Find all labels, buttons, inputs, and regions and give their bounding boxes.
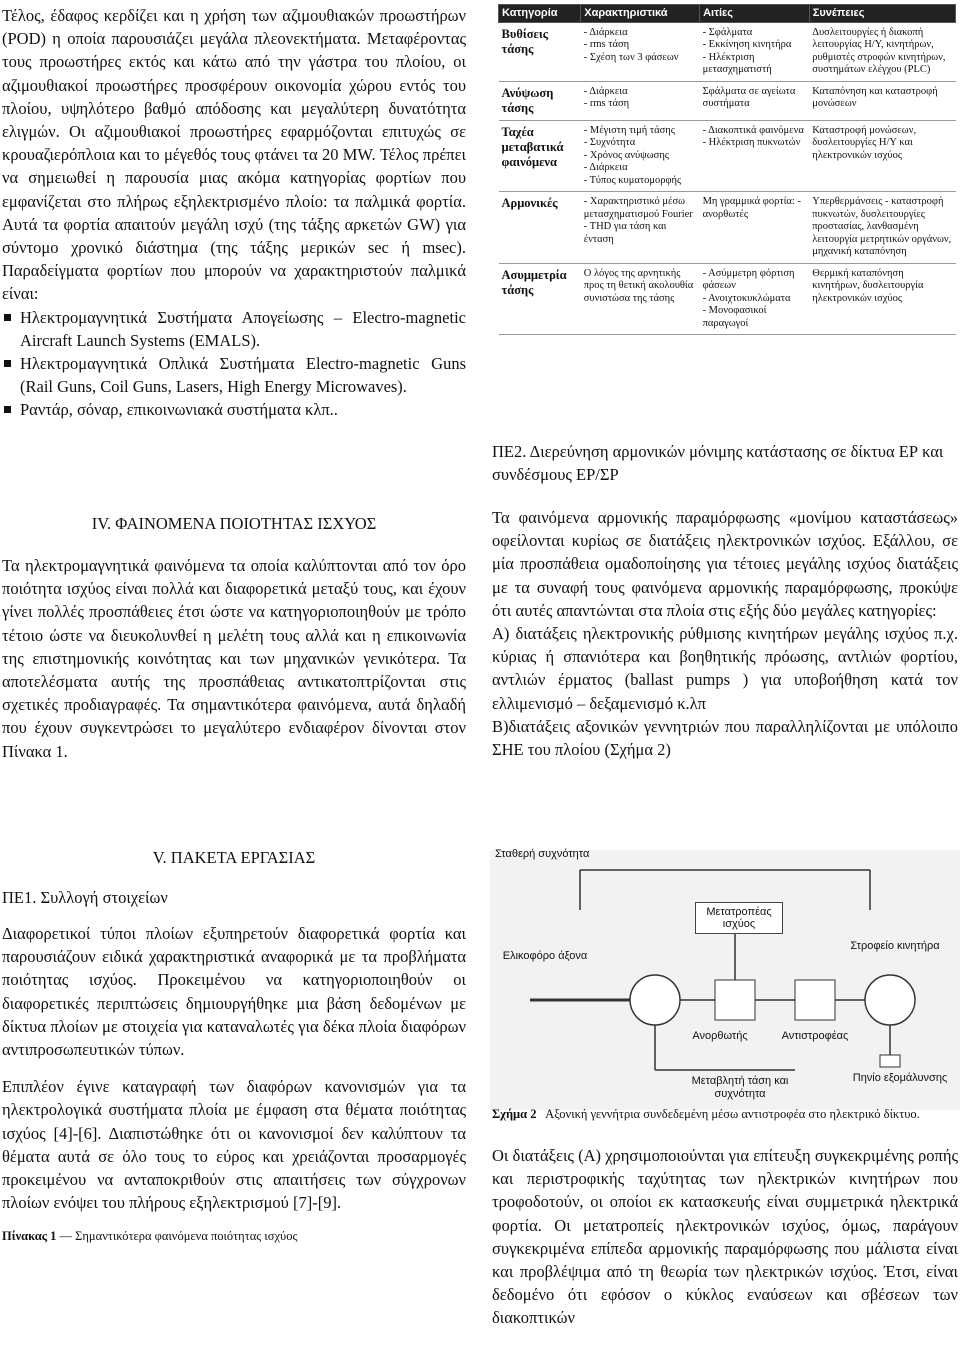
table-cell-effect: Δυσλειτουργίες ή διακοπή λειτουργίας Η/Υ, κινητήρων, ρυθμιστές στροφών κινητήρων, συστημάτων ελέγχου (PLC) [809,22,955,81]
table-row [499,263,956,335]
table-cell-effect: Καταπόνηση και καταστροφή μονώσεων [809,81,955,120]
table-cell-effect: Καταστροφή μονώσεων, δυσλειτουργίες Η/Υ και ηλεκτρονικών ισχύος [809,120,955,192]
bullet-icon [4,406,11,413]
table-row [499,81,956,120]
table-cell-cat: Ανύψωση τάσης [499,81,581,120]
table-cell-char: Ο λόγος της αρνητικής προς τη θετική ακολουθία συνιστώσα της τάσης [581,263,700,335]
table-cell-cause: - Διακοπτικά φαινόμενα - Ηλέκτριση πυκνωτών [700,120,810,192]
fixed-frequency-label: Σταθερή συχνότητα [495,848,590,860]
section-iv [2,514,466,763]
paragraph-azimuth-thrusters: Τέλος, έδαφος κερδίζει και η χρήση των αζιμουθιακών προωστήρων (POD) η οποία παρουσιάζει μεγάλα πλεονεκτήματα. Μεταφέροντας τους προωστήρες εκτός και κάτω από την γάστρα του πλοίου, οι αζιμουθιακοί προωστήρες προσφέρουν οικονομία χώρου εντός του πλοίου, υψηλότερο βαθμό απόδοσης και μεγαλύτερη δυνατότητα ελιγμών. Οι αζιμουθιακοί προωστήρες εφαρμόζονται επιτυχώς σε κρουαζιερόπλοια και το μέγεθός τους φτάνει τα 20 MW. Τέλος πρέπει να σημειωθεί η παρουσία μιας ακόμα κατηγορίας φορτίων που εμφανίζεται στο πλήρως εξηλεκτρισμένο πλοίο: τα παλμικά φορτία. Αυτά τα φορτία απαιτούν μεγάλη ισχύ (της τάξης αρκετών GW) για σύντομο χρονικό διάστημα (της τάξης μερικών sec ή msec). Παραδείγματα φορτίων που μπορούν να χαρακτηριστούν παλμικά είναι: [2,6,466,304]
list-item: Ηλεκτρομαγνητικά Συστήματα Απογείωσης – Electro-magnetic Aircraft Launch Systems (EMALS). [2,306,466,352]
table-cell-cat: Αρμονικές [499,192,581,264]
table-cell-cause: - Ασύμμετρη φόρτιση φάσεων - Ανοιχτοκυκλώματα - Μονοφασικοί παραγωγοί [700,263,810,335]
smoothing-coil-label: Πηνίο εξομάλυνσης [852,1072,948,1084]
pe1-text-1: Διαφορετικοί τύποι πλοίων εξυπηρετούν διαφορετικά φορτία και παρουσιάζουν ειδικά χαρακτηριστικά αναφορικά με τα προβλήματα ποιότητας ισχύος. Προκειμένου να κατηγοριοποιηθούν οι διαφορετικές περιπτώσεις δημιουργήθηκε μια βάση δεδομένων με δίκτυα πλοίων με στοιχεία για καταναλωτές για δέκα πλοία διαφόρων αντιπροσωπευτικών τύπων. [2,924,466,1060]
table-cell-cause: Μη γραμμικά φορτία: - ανορθωτές [700,192,810,264]
pe2-text: Τα φαινόμενα αρμονικής παραμόρφωσης «μονίμου καταστάσεως» οφείλονται κυρίως σε διατάξεις ηλεκτρονικών ισχύος. Εξάλλου, σε μία προσπάθεια ομαδοποίησης για τέτοιες μεγάλης ισχύος διατάξεις με τα συναφή τους φαινόμενα αρμονικής παραμόρφωσης, προκύψε ότι αυτές απαντώνται στα πλοία στις εξής δύο μεγάλες κατηγορίες: [492,508,958,620]
table-header: Αιτίες [700,5,810,23]
pulse-load-list [2,306,466,422]
power-quality-table-wrap [498,4,956,428]
figure-caption: Σχήμα 2 Αξονική γεννήτρια συνδεδεμένη μέσω αντιστροφέα στο ηλεκτρικό δίκτυο. [492,1107,920,1121]
section-v-title: V. ΠΑΚΕΤΑ ΕΡΓΑΣΙΑΣ [152,848,316,867]
table-cell-cat: Ταχέα μεταβατικά φαινόμενα [499,120,581,192]
power-quality-table [498,4,956,335]
table-cell-char: - Διάρκεια - rms τάση - Σχέση των 3 φάσεων [581,22,700,81]
pe1-title: ΠΕ1. Συλλογή στοιχείων [2,888,168,907]
table-cell-cause: - Σφάλματα - Εκκίνηση κινητήρα - Ηλέκτριση μετασχηματιστή [700,22,810,81]
table-cell-cat: Ασυμμετρία τάσης [499,263,581,335]
diagram-lines [490,850,960,1110]
table-cell-cause: Σφάλματα σε αγείωτα συστήματα [700,81,810,120]
table-cell-char: - Διάρκεια - rms τάση [581,81,700,120]
table-header-row [499,5,956,23]
table-cell-cat: Βυθίσεις τάσης [499,22,581,81]
category-a: Α) διατάξεις ηλεκτρονικής ρύθμισης κινητήρων μεγάλης ισχύος π.χ. κύριας ή σπανιότερα και βοηθητικής πρόωσης, αντλιών φορτίου, αντλιών έρματος (ballast pumps ) για υποβοήθηση κατά τον ελλιμενισμό – δεξαμενισμό κ.λπ [492,624,958,713]
section-iv-text: Τα ηλεκτρομαγνητικά φαινόμενα τα οποία καλύπτονται από τον όρο ποιότητα ισχύος είναι πολλά και διαφορετικά μεταξύ τους, και έχουν γίνει πολλές προσπάθειες έτσι ώστε να κατηγοριοποιηθούν με τρόπο τέτοιο ώστε να διευκολυνθεί η μελέτη τους αλλά και η επικοινωνία της επιστημονικής κοινότητας και των μηχανικών γενικότερα. Τα αποτελέσματα αυτής της προσπάθειας αντικατοπτρίζονται στις σχετικές προδιαγραφές. Τα σημαντικότερα φαινόμενα, αυτά δηλαδή που έχουν συγκεντρώσει το μεγαλύτερο ενδιαφέρον δίνονται στον Πίνακα 1. [2,556,466,761]
generator-label: Στροφείο κινητήρα [850,940,940,952]
table-header: Χαρακτηριστικά [581,5,700,23]
rectifier-label: Ανορθωτής [692,1030,748,1042]
section-v [2,848,466,1244]
variable-frequency-label: Μεταβλητή τάση και συχνότητα [691,1075,789,1100]
left-column-top [2,4,466,422]
table-caption: Πίνακας 1 — Σημαντικότερα φαινόμενα ποιότητας ισχύος [2,1229,298,1244]
propeller-label: Ελικοφόρο άξονα [502,950,588,962]
pe2-title: ΠΕ2. Διερεύνηση αρμονικών μόνιμης κατάστασης σε δίκτυα ΕΡ και συνδέσμους ΕΡ/ΣΡ [492,442,944,484]
bullet-icon [4,314,11,321]
pe1-text-2: Επιπλέον έγινε καταγραφή των διαφόρων κανονισμών για τα ηλεκτρολογικά συστήματα πλοία με έμφαση στα θέματα ποιότητας ισχύος [4]-[6]. Διαπιστώθηκε ότι οι κανονισμοί δεν καλύπτουν τα θέματα αυτά σε όλο τους το εύρος και χρειάζονται προσαρμογές προκειμένου να ανταποκριθούν στις απαιτήσεις των σύγχρονων πλοίων ενόψει του πλήρους εξηλεκτρισμού [7]-[9]. [2,1077,466,1213]
list-item: Ραντάρ, σόναρ, επικοινωνιακά συστήματα κλπ.. [2,398,466,421]
table-row [499,22,956,81]
inverter-label: Αντιστροφέας [781,1030,849,1042]
category-b: Β)διατάξεις αξονικών γεννητριών που παραλληλίζονται με υπόλοιπο ΣΗΕ του πλοίου (Σχήμα 2) [492,716,958,760]
right-column-bottom [492,1106,958,1330]
table-header: Κατηγορία [499,5,581,23]
section-iv-title: IV. ΦΑΙΝΟΜΕΝΑ ΠΟΙΟΤΗΤΑΣ ΙΣΧΥΟΣ [91,514,377,533]
table-cell-char: - Μέγιστη τιμή τάσης - Συχνότητα - Χρόνος ανύψωσης - Διάρκεια - Τύπος κυματομορφής [581,120,700,192]
list-item: Ηλεκτρομαγνητικά Οπλικά Συστήματα Electro-magnetic Guns (Rail Guns, Coil Guns, Lasers, High Energy Microwaves). [2,352,466,398]
shaft-generator-diagram [490,850,960,1110]
table-row [499,192,956,264]
final-paragraph: Οι διατάξεις (Α) χρησιμοποιούνται για επίτευξη συγκεκριμένης ροπής και περιστροφικής ταχύτητας των ηλεκτρικών κινητήρων που τροφοδοτούν, οι οποίοι εκ κατασκευής είναι συμμετρικά ηλεκτρικά φορτία. Οι μετατροπείς ηλεκτρονικών ισχύος, όμως, παράγουν συγκεκριμένα επίπεδα αρμονικής παραμόρφωσης που μάλιστα είναι και προβλέψιμα από τη θεωρία των ηλεκτρικών ισχύος. Έτσι, είναι δεδομένο ότι εφόσον ο κύκλος εναύσεων και σβέσεων των διακοπτικών [492,1146,958,1328]
converter-box: Μετατροπέας ισχύος [695,902,783,934]
table-cell-char: - Χαρακτηριστικό μέσω μετασχηματισμού Fourier - THD για τάση και ένταση [581,192,700,264]
table-cell-effect: Υπερθερμάνσεις - καταστροφή πυκνωτών, δυσλειτουργίες προστασίας, λανθασμένη λειτουργία μετρητικών οργάνων, μηχανική καταπόνηση [809,192,955,264]
table-row [499,120,956,192]
table-header: Συνέπειες [809,5,955,23]
bullet-icon [4,360,11,367]
right-column [492,440,958,761]
table-cell-effect: Θερμική καταπόνηση κινητήρων, δυσλειτουργία ηλεκτρονικών ισχύος [809,263,955,335]
